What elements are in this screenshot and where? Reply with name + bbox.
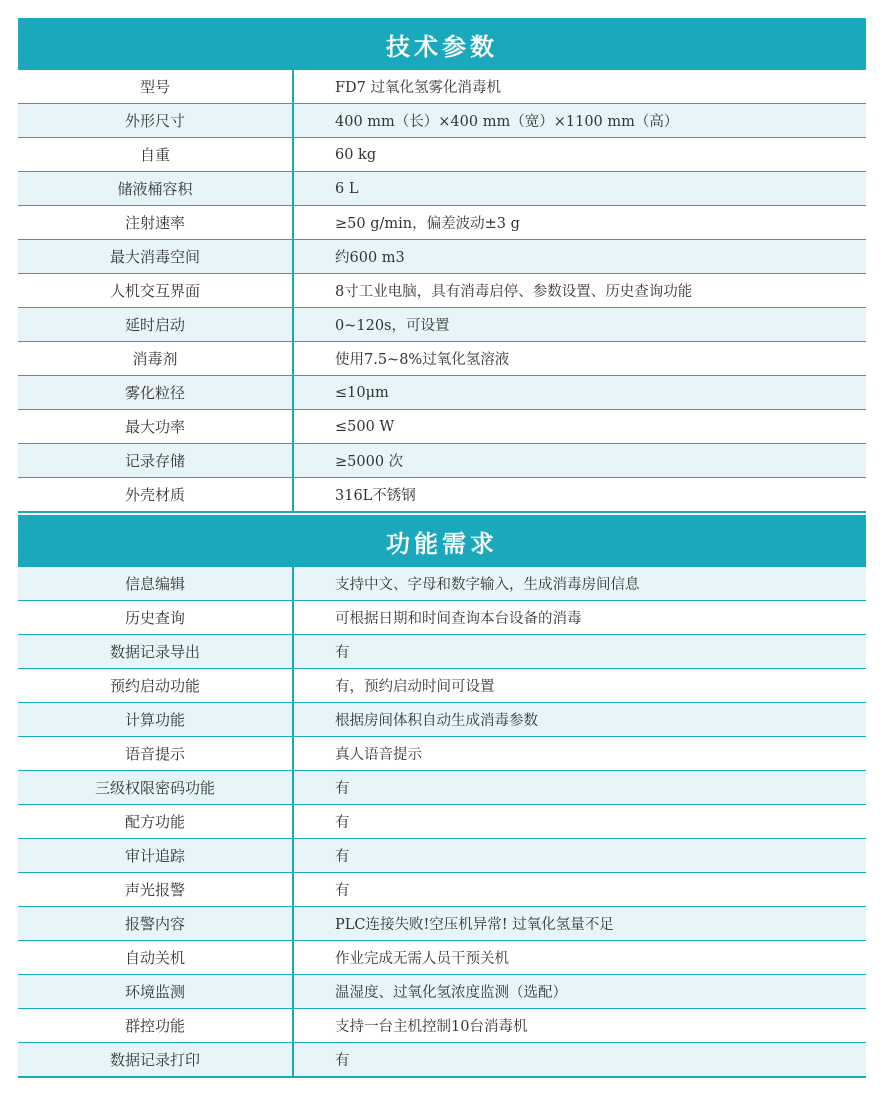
table-row — [18, 239, 866, 273]
row-value: ≤10μm — [335, 384, 389, 401]
row-label: 记录存储 — [18, 444, 294, 477]
row-label: 消毒剂 — [18, 342, 294, 375]
row-label: 环境监测 — [18, 975, 294, 1008]
row-value: 使用7.5~8%过氧化氢溶液 — [335, 352, 510, 368]
row-label: 数据记录打印 — [18, 1043, 294, 1076]
row-label: 型号 — [18, 70, 294, 103]
table-row — [18, 137, 866, 171]
functions-table — [18, 567, 866, 1078]
row-label: 自动关机 — [18, 941, 294, 974]
table-row — [18, 668, 866, 702]
section-title: 技术参数 — [386, 32, 498, 61]
table-row — [18, 70, 866, 103]
row-value: 约600 m3 — [335, 250, 405, 266]
row-label: 计算功能 — [18, 703, 294, 736]
table-row — [18, 341, 866, 375]
row-value: 0~120s，可设置 — [335, 318, 450, 334]
row-value: 作业完成无需人员干预关机 — [335, 951, 509, 967]
row-value: 400 mm（长）×400 mm（宽）×1100 mm（高） — [335, 114, 679, 130]
row-label: 三级权限密码功能 — [18, 771, 294, 804]
table-row — [18, 443, 866, 477]
row-label: 自重 — [18, 138, 294, 171]
row-label: 延时启动 — [18, 308, 294, 341]
row-label: 语音提示 — [18, 737, 294, 770]
table-row — [18, 171, 866, 205]
table-row — [18, 804, 866, 838]
spec-sheet — [18, 18, 866, 1078]
row-label: 配方功能 — [18, 805, 294, 838]
row-value: 温湿度、过氧化氢浓度监测（选配） — [335, 985, 567, 1001]
row-value: 8寸工业电脑，具有消毒启停、参数设置、历史查询功能 — [335, 284, 693, 300]
table-row — [18, 906, 866, 940]
row-label: 最大功率 — [18, 410, 294, 443]
row-label: 审计追踪 — [18, 839, 294, 872]
row-label: 预约启动功能 — [18, 669, 294, 702]
row-label: 外壳材质 — [18, 478, 294, 511]
table-row — [18, 375, 866, 409]
row-value: 有，预约启动时间可设置 — [335, 679, 495, 695]
row-value: 316L不锈钢 — [335, 488, 416, 504]
row-label: 数据记录导出 — [18, 635, 294, 668]
table-row — [18, 974, 866, 1008]
row-value: 根据房间体积自动生成消毒参数 — [335, 713, 538, 729]
row-label: 雾化粒径 — [18, 376, 294, 409]
section-header-functions — [18, 515, 866, 567]
table-row — [18, 770, 866, 804]
row-label: 最大消毒空间 — [18, 240, 294, 273]
row-label: 注射速率 — [18, 206, 294, 239]
row-value: 支持中文、字母和数字输入，生成消毒房间信息 — [335, 577, 640, 593]
table-row — [18, 1008, 866, 1042]
row-label: 外形尺寸 — [18, 104, 294, 137]
row-value: ≥5000 次 — [335, 454, 404, 470]
table-row — [18, 307, 866, 341]
table-row — [18, 872, 866, 906]
row-value: 有 — [335, 883, 350, 899]
row-label: 历史查询 — [18, 601, 294, 634]
table-row — [18, 205, 866, 239]
row-value: PLC连接失败!空压机异常! 过氧化氢量不足 — [335, 917, 614, 933]
table-row — [18, 477, 866, 511]
row-value: 有 — [335, 781, 350, 797]
table-row — [18, 736, 866, 770]
row-value: ≥50 g/min，偏差波动±3 g — [335, 216, 520, 232]
tech-params-table — [18, 70, 866, 513]
table-row — [18, 702, 866, 736]
row-label: 储液桶容积 — [18, 172, 294, 205]
table-row — [18, 409, 866, 443]
table-row — [18, 838, 866, 872]
section-header-tech-params — [18, 18, 866, 70]
row-value: 60 kg — [335, 146, 377, 163]
row-label: 群控功能 — [18, 1009, 294, 1042]
table-row — [18, 103, 866, 137]
table-row — [18, 1042, 866, 1076]
table-row — [18, 600, 866, 634]
row-value: 有 — [335, 849, 350, 865]
row-value: 可根据日期和时间查询本台设备的消毒 — [335, 611, 582, 627]
row-value: 有 — [335, 815, 350, 831]
table-row — [18, 567, 866, 600]
table-row — [18, 634, 866, 668]
row-label: 信息编辑 — [18, 567, 294, 600]
row-value: 支持一台主机控制10台消毒机 — [335, 1019, 528, 1035]
table-row — [18, 273, 866, 307]
row-value: 有 — [335, 645, 350, 661]
row-value: FD7 过氧化氢雾化消毒机 — [335, 80, 502, 96]
row-value: 6 L — [335, 180, 359, 197]
row-value: 真人语音提示 — [335, 747, 422, 763]
table-row — [18, 940, 866, 974]
row-value: 有 — [335, 1053, 350, 1069]
row-label: 人机交互界面 — [18, 274, 294, 307]
row-value: ≤500 W — [335, 418, 395, 435]
section-title: 功能需求 — [386, 529, 498, 558]
row-label: 声光报警 — [18, 873, 294, 906]
row-label: 报警内容 — [18, 907, 294, 940]
